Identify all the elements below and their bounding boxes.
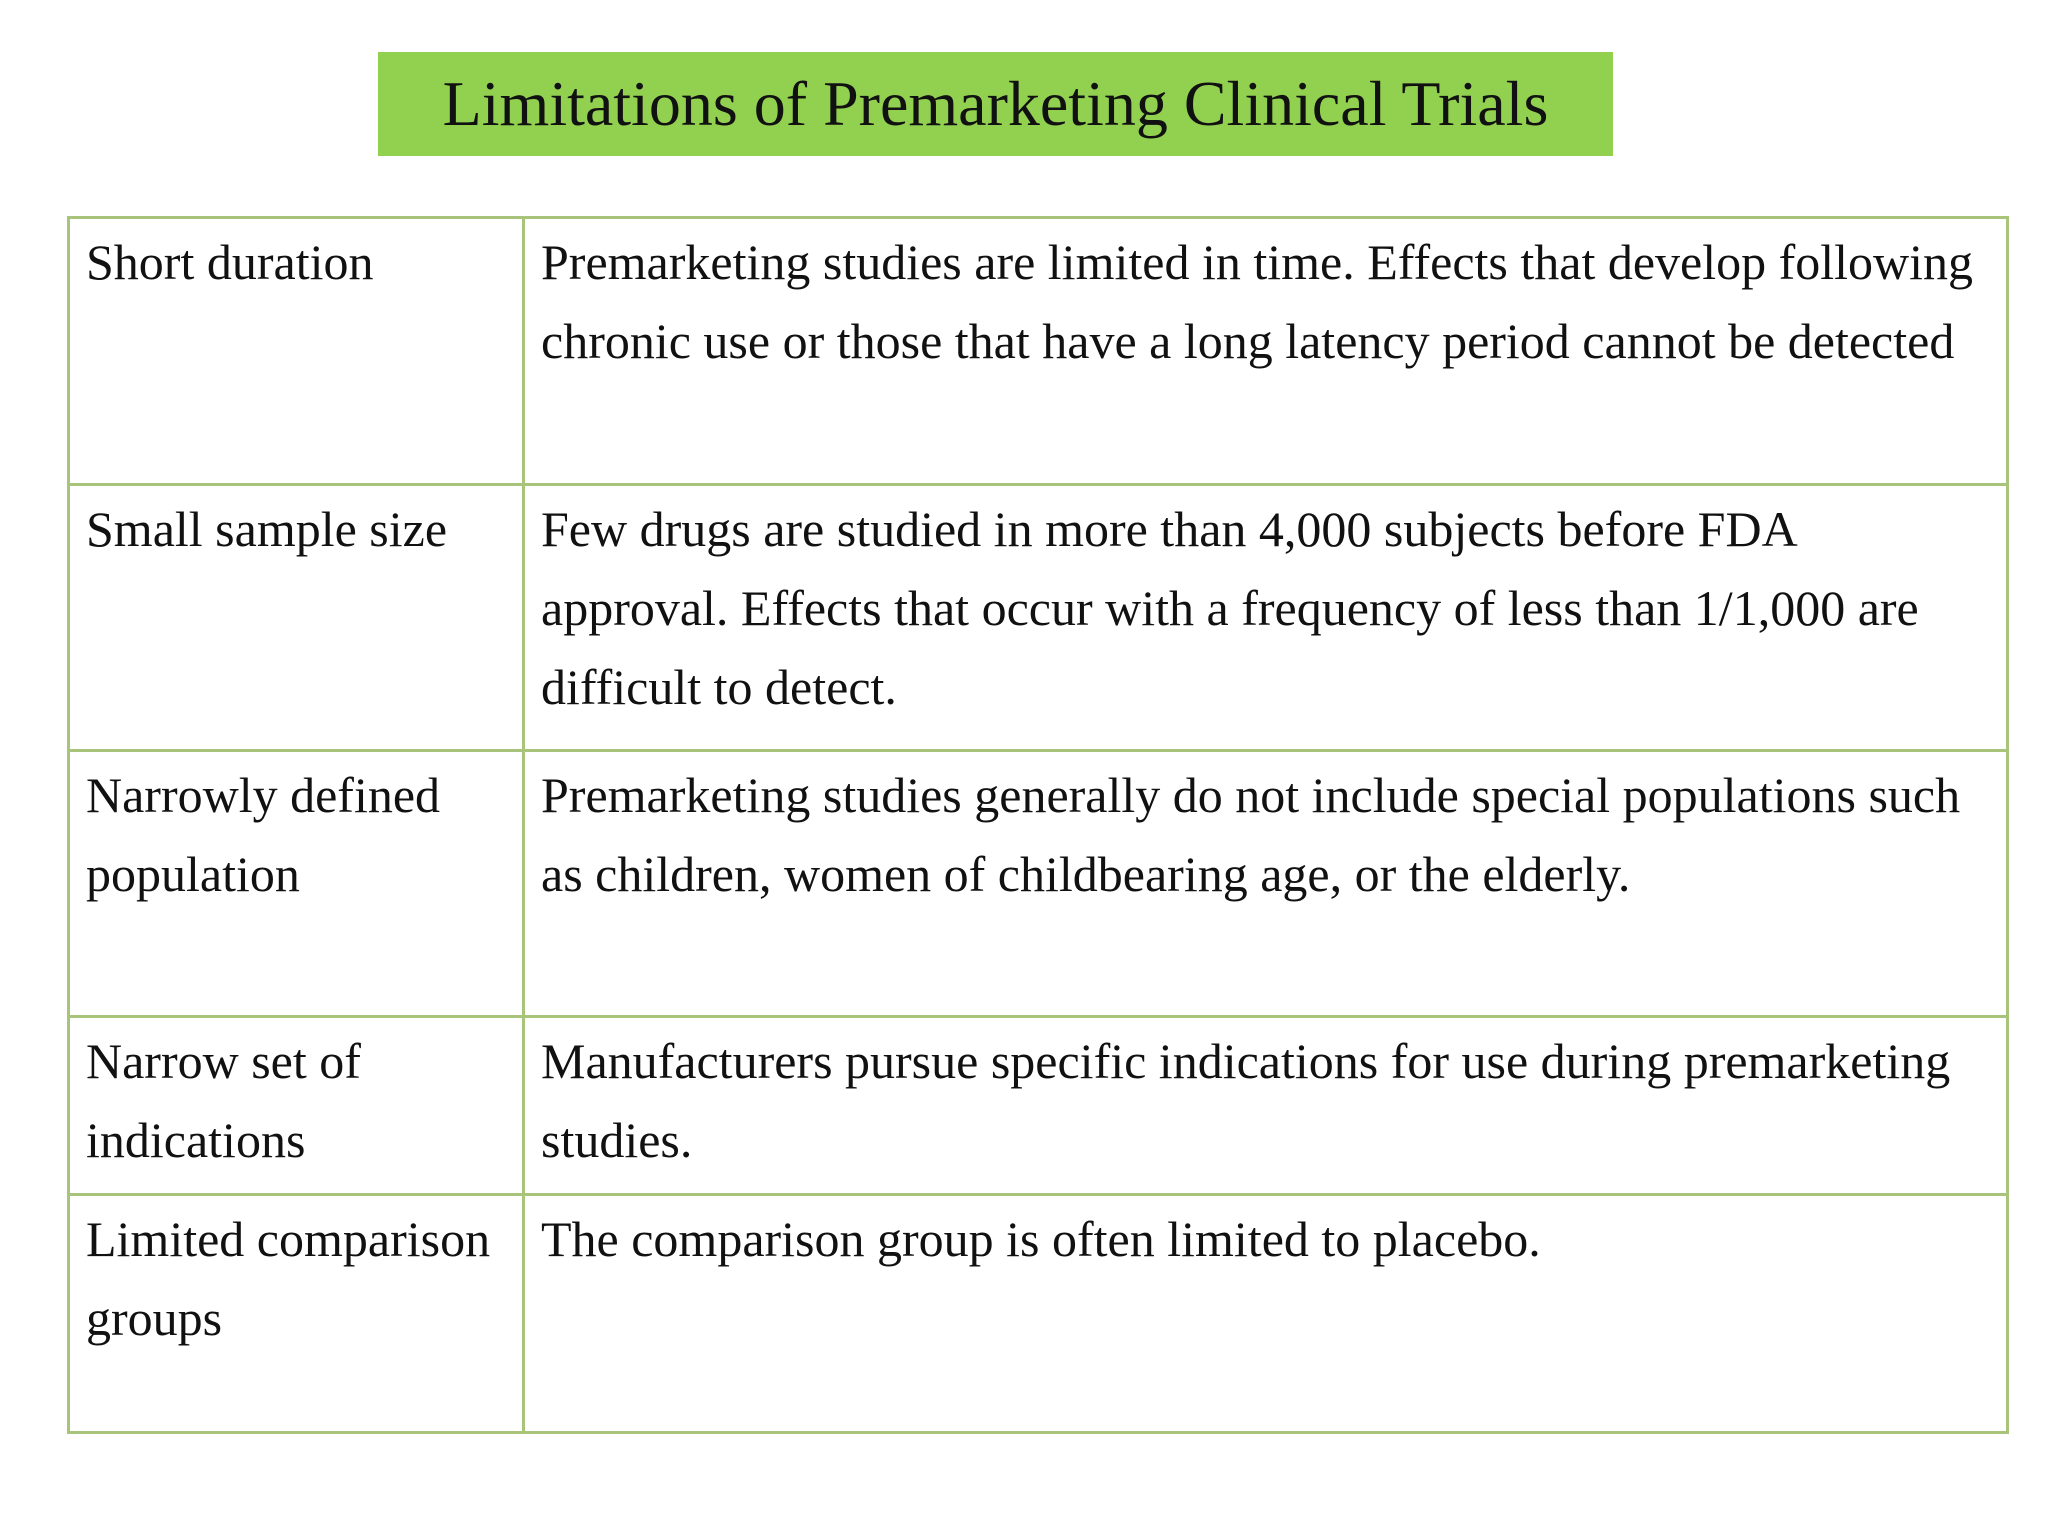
table-row: [69, 1017, 2008, 1195]
table-row: [69, 1195, 2008, 1433]
table-row: [69, 751, 2008, 1017]
description-cell: The comparison group is often limited to placebo.: [524, 1195, 2008, 1433]
limitations-table: [67, 216, 2009, 1434]
limitation-cell: Narrowly defined population: [69, 751, 524, 1017]
table-row: [69, 218, 2008, 485]
description-cell: Premarketing studies generally do not include special populations such as children, women of childbearing age, or the elderly.: [524, 751, 2008, 1017]
description-cell: Premarketing studies are limited in time. Effects that develop following chronic use or those that have a long latency period cannot be detected: [524, 218, 2008, 485]
limitation-cell: Short duration: [69, 218, 524, 485]
limitation-cell: Limited comparison groups: [69, 1195, 524, 1433]
limitation-cell: Narrow set of indications: [69, 1017, 524, 1195]
description-cell: Few drugs are studied in more than 4,000 subjects before FDA approval. Effects that occur with a frequency of less than 1/1,000 are difficult to detect.: [524, 485, 2008, 751]
limitation-cell: Small sample size: [69, 485, 524, 751]
description-cell: Manufacturers pursue specific indications for use during premarketing studies.: [524, 1017, 2008, 1195]
limitations-table-container: [67, 216, 2006, 1434]
title-banner: [378, 52, 1613, 156]
slide-title: Limitations of Premarketing Clinical Trials: [442, 68, 1549, 139]
table-row: [69, 485, 2008, 751]
